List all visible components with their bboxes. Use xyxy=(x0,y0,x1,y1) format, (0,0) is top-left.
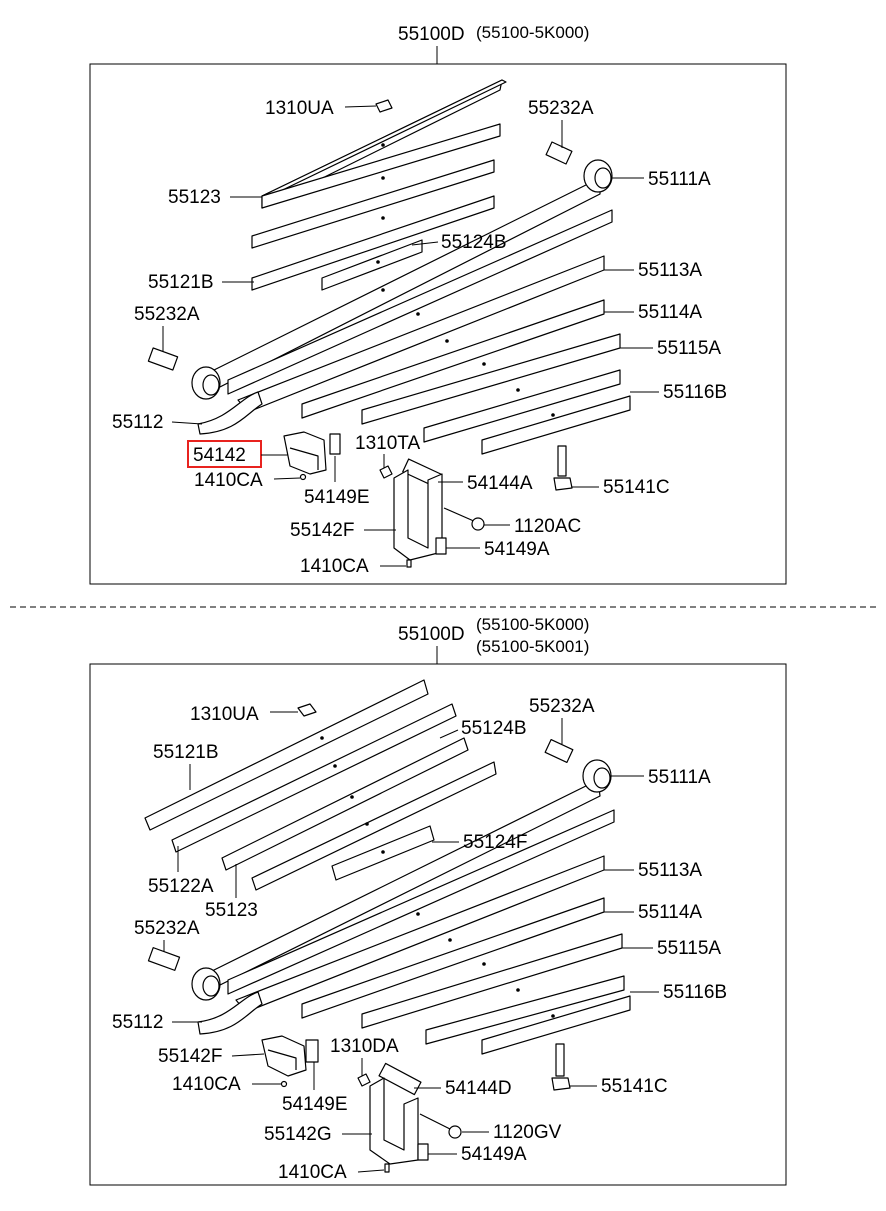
bottom-assembly-number: 55100D xyxy=(398,624,465,645)
label-1310UA: 1310UA xyxy=(265,98,334,119)
leaf-hole xyxy=(381,176,385,180)
label-54142[interactable]: 54142 xyxy=(193,445,246,466)
label-55142G: 55142G xyxy=(264,1124,332,1145)
label-55232A-front: 55232A xyxy=(528,98,594,119)
label-55232A-front: 55232A xyxy=(529,696,595,717)
leaf-hole xyxy=(365,822,369,826)
label-54144D: 54144D xyxy=(445,1078,512,1099)
front-bushing-shape xyxy=(545,740,573,763)
label-1410CA-1: 1410CA xyxy=(194,470,263,491)
clip-e-shape xyxy=(330,434,340,454)
label-55114A: 55114A xyxy=(638,902,703,923)
rivet-shape xyxy=(282,1082,287,1087)
leader-line xyxy=(345,106,376,107)
label-55115A: 55115A xyxy=(657,338,722,359)
leaf-shape xyxy=(172,704,456,852)
leader-line xyxy=(274,478,300,479)
top-assembly-code: (55100-5K000) xyxy=(476,23,590,42)
label-54149A: 54149A xyxy=(484,539,550,560)
leaf-hole xyxy=(551,413,555,417)
label-55111A: 55111A xyxy=(648,767,711,788)
bolt-head-shape xyxy=(552,1078,570,1090)
bolt-gv-head xyxy=(449,1126,461,1138)
label-55232A-rear: 55232A xyxy=(134,918,200,939)
leader-line xyxy=(358,1170,384,1172)
clip-a-shape xyxy=(418,1144,428,1160)
label-1410CA-1: 1410CA xyxy=(172,1074,241,1095)
leaf-hole xyxy=(381,850,385,854)
leader-line xyxy=(232,1054,264,1056)
bottom-assembly-code-2: (55100-5K001) xyxy=(476,637,590,656)
top-leaves xyxy=(198,80,630,454)
leaf-hole xyxy=(381,216,385,220)
bolt-shape xyxy=(558,446,566,476)
front-bushing-shape xyxy=(546,142,572,164)
leaf-hole xyxy=(551,1014,555,1018)
label-55121B: 55121B xyxy=(153,742,219,763)
front-eye-inner xyxy=(594,768,610,788)
label-55113A: 55113A xyxy=(638,260,703,281)
label-54149E: 54149E xyxy=(282,1094,348,1115)
label-1410CA-2: 1410CA xyxy=(300,556,369,577)
label-1120GV: 1120GV xyxy=(493,1122,562,1143)
label-54144A: 54144A xyxy=(467,473,533,494)
label-55123: 55123 xyxy=(205,900,258,921)
bolt-ac-shape xyxy=(444,508,476,522)
label-55121B: 55121B xyxy=(148,272,214,293)
label-55111A: 55111A xyxy=(648,169,711,190)
label-55141C: 55141C xyxy=(603,477,670,498)
leaf-hole xyxy=(376,260,380,264)
label-1310UA: 1310UA xyxy=(190,704,259,725)
label-55141C: 55141C xyxy=(601,1076,668,1097)
leaf-hole xyxy=(448,938,452,942)
bolt-ac-head xyxy=(472,518,484,530)
nut-d-shape xyxy=(358,1074,370,1086)
label-1310TA: 1310TA xyxy=(355,433,421,454)
bracket-shape xyxy=(394,470,442,560)
nut-shape xyxy=(376,100,392,112)
rivet2-shape xyxy=(385,1164,389,1172)
leader-line xyxy=(440,730,458,738)
label-55116B: 55116B xyxy=(663,382,728,403)
clip-e-shape xyxy=(306,1040,318,1062)
front-eye-inner xyxy=(595,168,611,188)
bolt-shape xyxy=(556,1044,564,1076)
rear-eye-inner xyxy=(203,375,219,395)
label-55142F: 55142F xyxy=(290,520,355,541)
top-assembly-number: 55100D xyxy=(398,24,465,45)
leaf-hole xyxy=(516,988,520,992)
leaf-hole xyxy=(333,764,337,768)
label-54149A: 54149A xyxy=(461,1144,527,1165)
rear-eye-inner xyxy=(203,976,219,996)
leaf-hole xyxy=(516,388,520,392)
leaf-hole xyxy=(350,795,354,799)
leaf-hole xyxy=(320,736,324,740)
label-55112: 55112 xyxy=(112,1012,164,1033)
label-55123: 55123 xyxy=(168,187,221,208)
label-55232A-rear: 55232A xyxy=(134,304,200,325)
rivet-shape xyxy=(301,475,306,480)
label-55113A: 55113A xyxy=(638,860,703,881)
label-55124B: 55124B xyxy=(461,718,527,739)
label-1120AC: 1120AC xyxy=(514,516,582,537)
bottom-assembly-code-1: (55100-5K000) xyxy=(476,615,590,634)
nut-shape xyxy=(298,704,316,716)
top-section xyxy=(90,23,786,584)
leaf-hole xyxy=(445,339,449,343)
label-55112: 55112 xyxy=(112,412,164,433)
bolt-gv-shape xyxy=(420,1114,452,1130)
label-55114A: 55114A xyxy=(638,302,703,323)
leaf-hole xyxy=(416,912,420,916)
label-54149E: 54149E xyxy=(304,487,370,508)
nut-t-shape xyxy=(380,466,392,478)
label-55116B: 55116B xyxy=(663,982,728,1003)
label-1310DA: 1310DA xyxy=(330,1036,399,1057)
label-55142F: 55142F xyxy=(158,1046,223,1067)
pin-shape xyxy=(379,1063,421,1094)
label-1410CA-2: 1410CA xyxy=(278,1162,347,1183)
leader-line xyxy=(172,422,202,424)
bottom-leaves xyxy=(145,680,630,1054)
bolt-head-shape xyxy=(554,478,572,490)
bottom-section xyxy=(90,615,786,1185)
leaf-hole xyxy=(416,312,420,316)
leaf-hole xyxy=(381,143,385,147)
leaf-hole xyxy=(381,288,385,292)
label-55122A: 55122A xyxy=(148,876,214,897)
leaf-hole xyxy=(482,362,486,366)
label-55115A: 55115A xyxy=(657,938,722,959)
label-55124F: 55124F xyxy=(463,832,528,853)
clip-a-shape xyxy=(436,538,446,554)
leaf-hole xyxy=(482,962,486,966)
rivet2-shape xyxy=(407,560,411,567)
label-55124B: 55124B xyxy=(441,232,507,253)
